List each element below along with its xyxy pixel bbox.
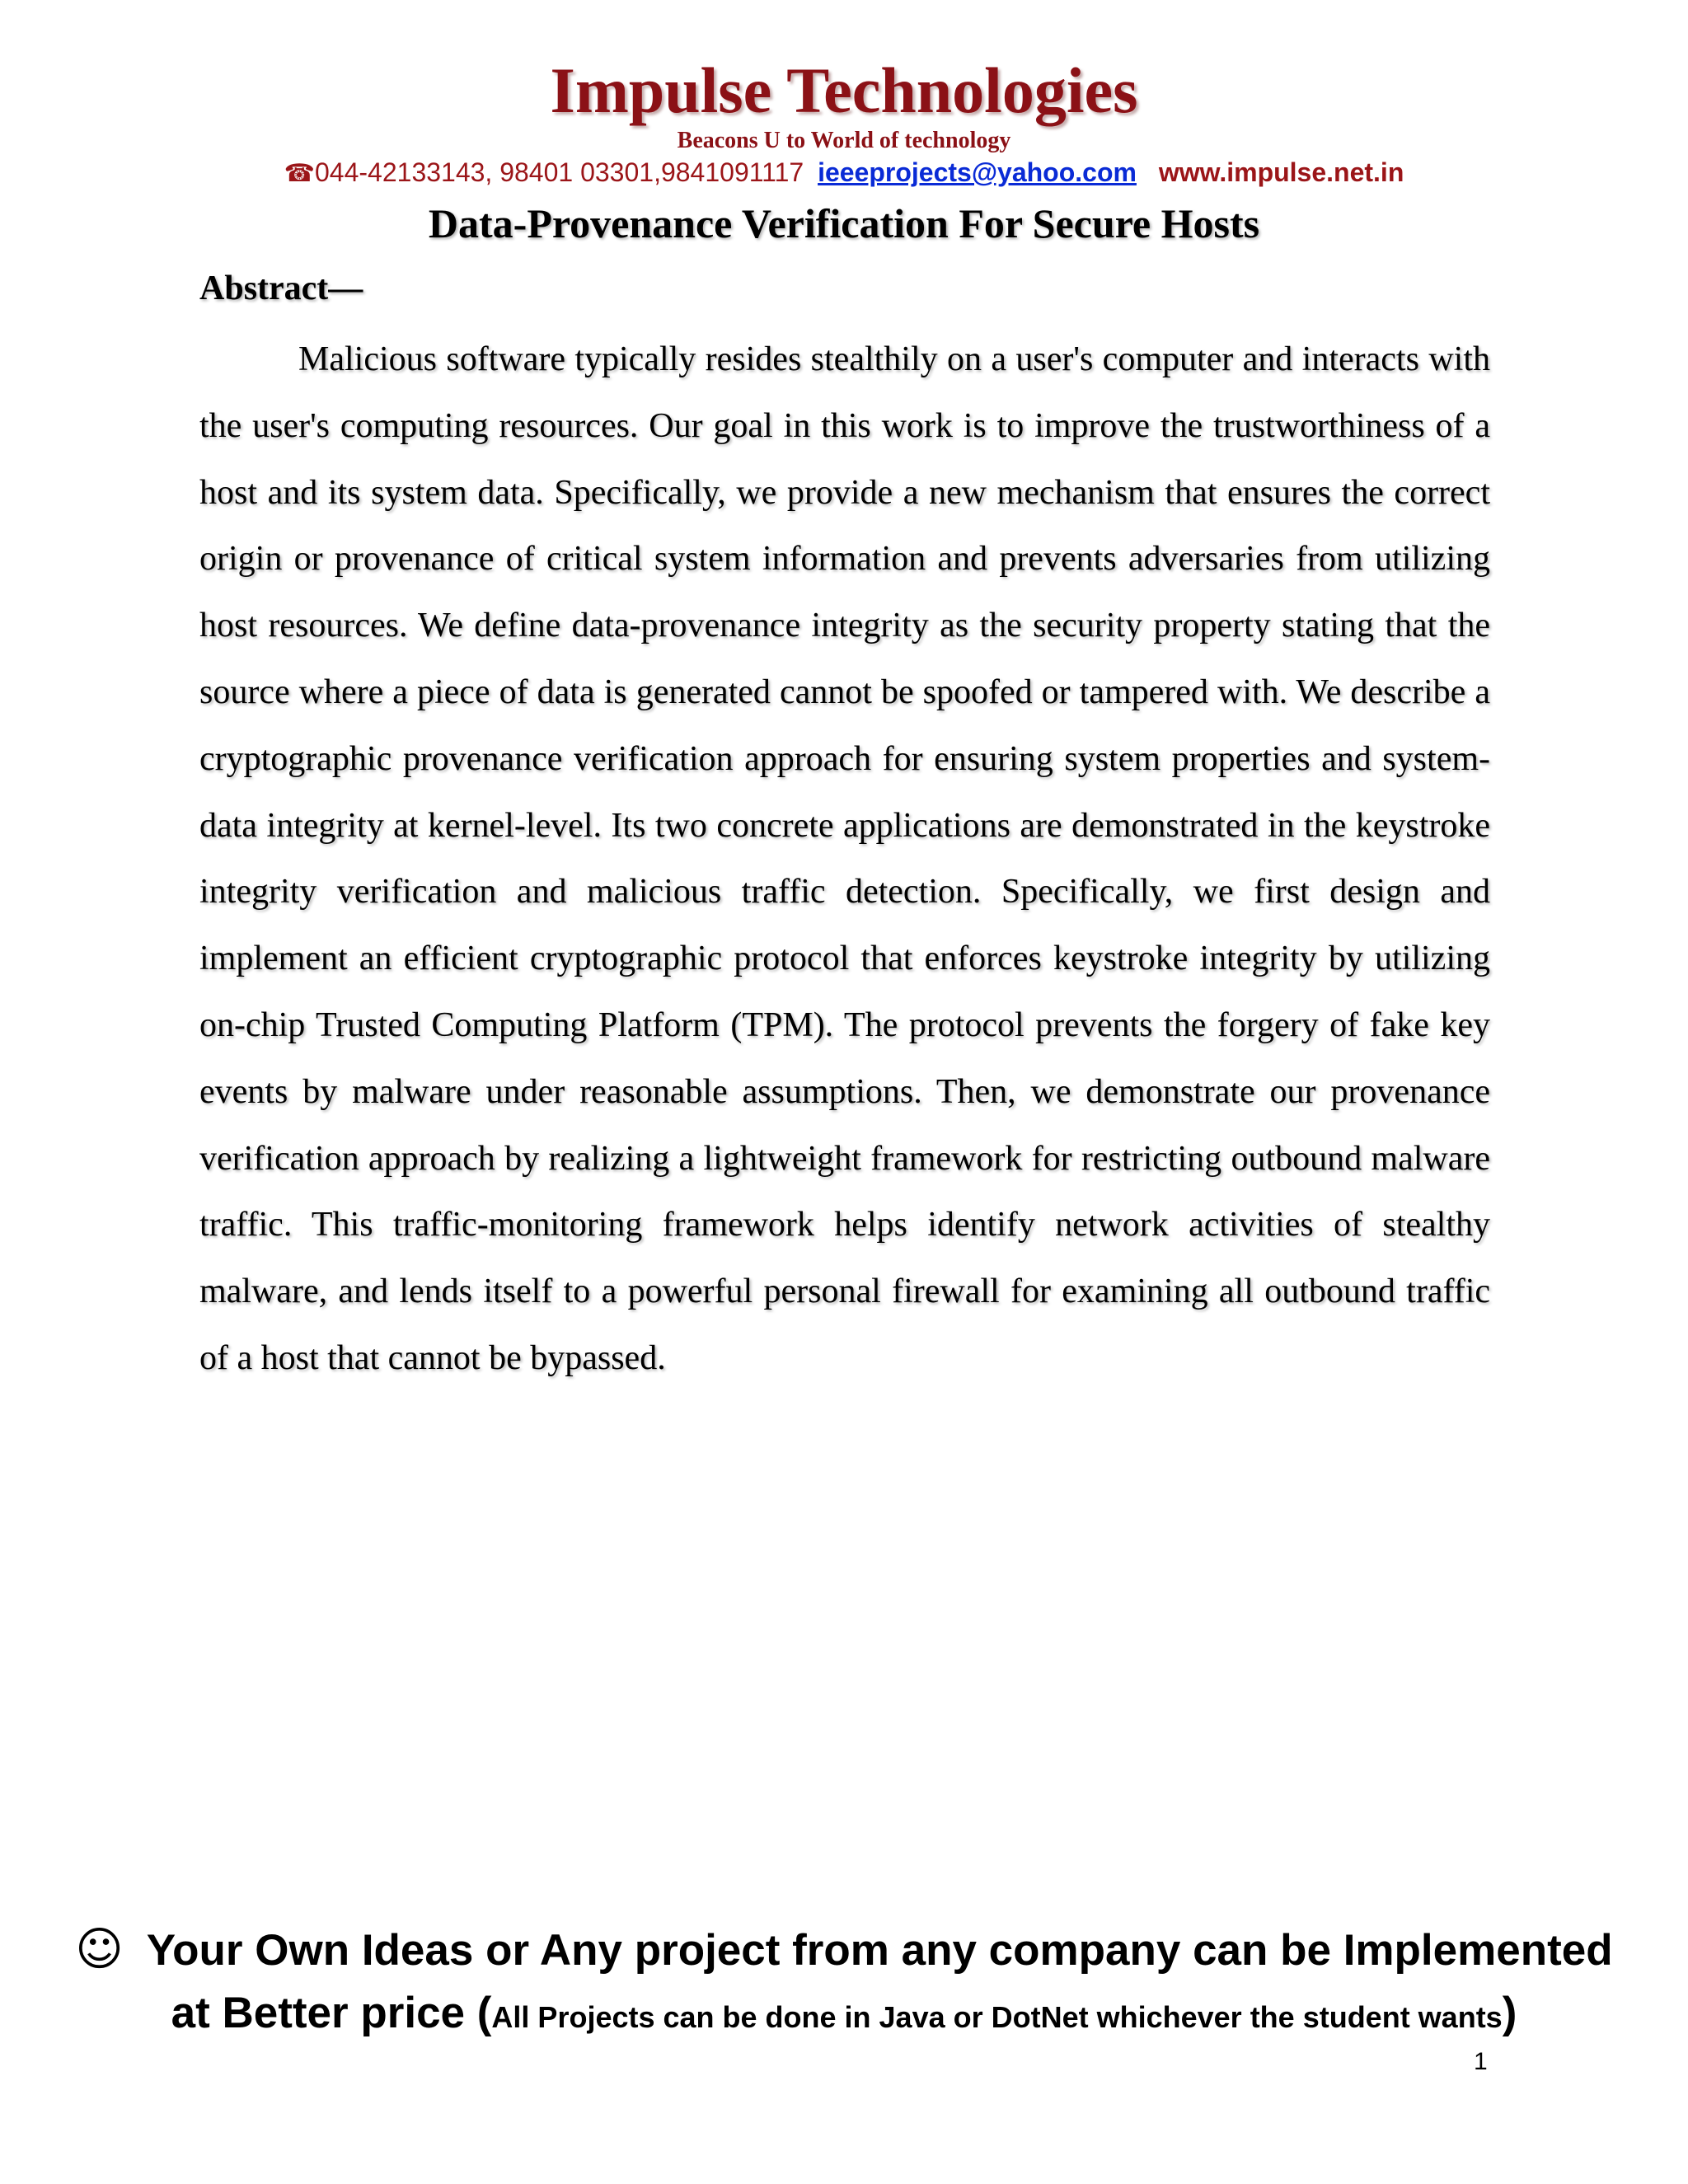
promo-line-2 [0, 1982, 1688, 2049]
abstract-heading: Abstract— [199, 269, 363, 307]
email-link[interactable]: ieeeprojects@yahoo.com [818, 157, 1137, 187]
promo-banner [0, 1919, 1688, 2049]
smiley-icon: ☺ [75, 1923, 124, 1976]
phone-numbers: 044-42133143, 98401 03301,9841091117 [315, 157, 804, 187]
page-number: 1 [1474, 2048, 1488, 2075]
promo-headline: Your Own Ideas or Any project from any company can be Implemented [146, 1926, 1613, 1975]
company-name: Impulse Technologies [550, 54, 1138, 126]
abstract-paragraph: Malicious software typically resides stealthily on a user's computer and interacts with the user's computing resources. Our goal in this work is to improve the trustworthiness of a host and its system data. Specifically, we provide a new mechanism that ensures the correct origin or provenance of critical system information and prevents adversaries from utilizing host resources. We define data-provenance integrity as the security property stating that the source where a piece of data is generated cannot be spoofed or tampered with. We describe a cryptographic provenance verification approach for ensuring system properties and system-data integrity at kernel-level. Its two concrete applications are demonstrated in the keystroke integrity verification and malicious traffic detection. Specifically, we first design and implement an efficient cryptographic protocol that enforces keystroke integrity by utilizing on-chip Trusted Computing Platform (TPM). The protocol prevents the forgery of fake key events by malware under reasonable assumptions. Then, we demonstrate our provenance verification approach by realizing a lightweight framework for restricting outbound malware traffic. This traffic-monitoring framework helps identify network activities of stealthy malware, and lends itself to a powerful personal firewall for examining all outbound traffic of a host that cannot be bypassed. [199, 340, 1490, 1377]
promo-close-paren: ) [1502, 1989, 1517, 2037]
promo-price-text: at Better price [171, 1989, 466, 2037]
phone-icon: ☎ [284, 159, 315, 188]
promo-open-paren: ( [476, 1989, 492, 2037]
company-tagline: Beacons U to World of technology [677, 128, 1011, 153]
promo-line-1 [0, 1919, 1688, 1982]
website-link[interactable]: www.impulse.net.in [1158, 157, 1404, 187]
promo-note: All Projects can be done in Java or DotNet whichever the student wants [491, 2000, 1503, 2034]
contact-line [0, 155, 1688, 191]
document-title: Data-Provenance Verification For Secure Hosts [428, 200, 1260, 246]
